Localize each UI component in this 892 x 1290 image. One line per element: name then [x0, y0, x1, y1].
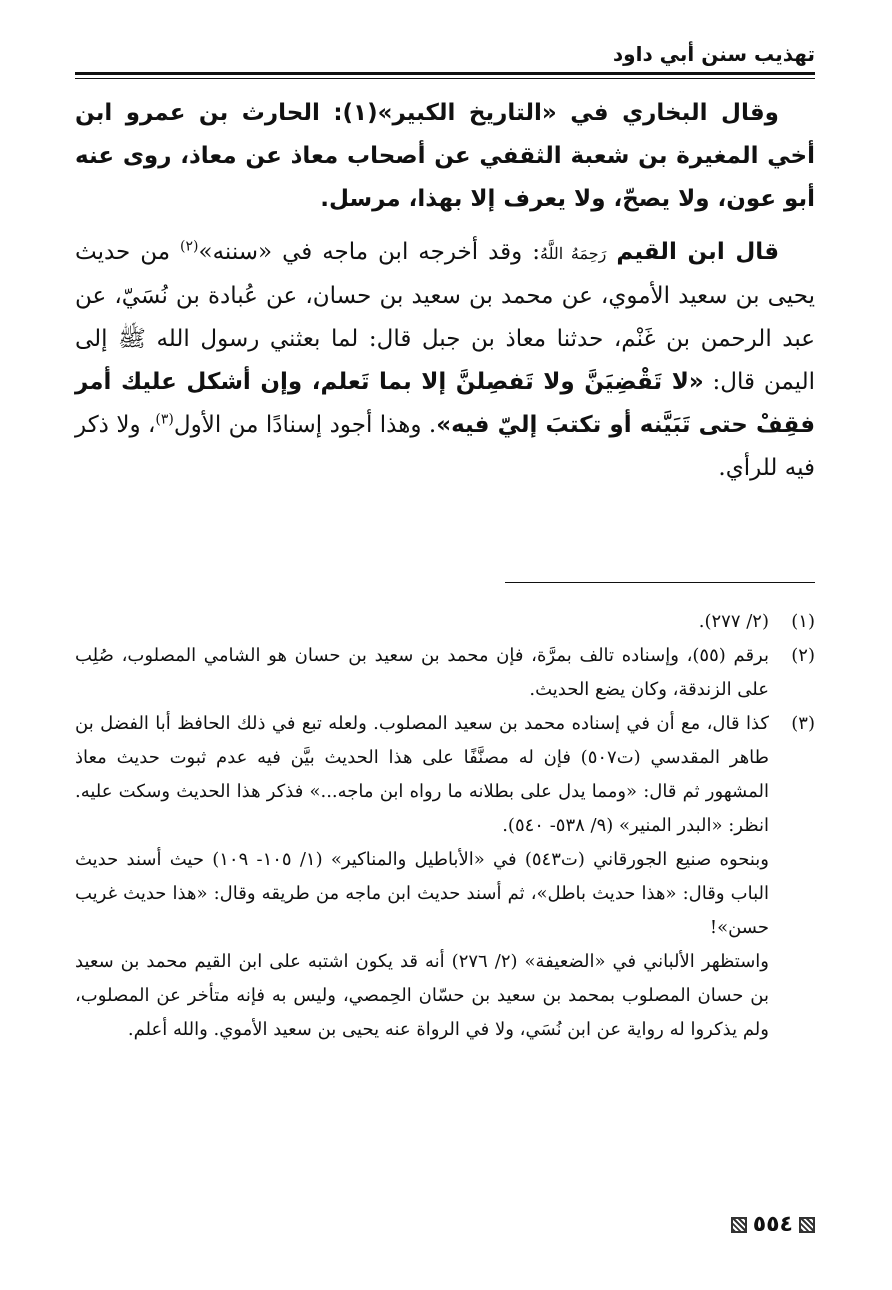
footnote-text: برقم (٥٥)، وإسناده تالف بمرَّة، فإن محمد بن سعيد بن حسان هو الشامي المصلوب، صُلِب على الزندقة، وكان يضع الحديث.	[75, 645, 769, 700]
footnote-separator	[505, 582, 815, 583]
footnote-text: كذا قال، مع أن في إسناده محمد بن سعيد المصلوب. ولعله تبع في ذلك الحافظ أبا الفضل بن طاهر المقدسي (ت٥٠٧) فإن له مصنَّفًا على هذا الحديث بيَّن فيه عدم ثبوت حديث معاذ المشهور ثم قال: «ومما يدل على بطلانه ما رواه ابن ماجه...» فذكر هذا الحديث وسكت عليه. انظر: «البدر المنير» (٩/ ٥٣٨- ٥٤٠).	[75, 713, 769, 836]
text-segment-4: ، ولا ذكر فيه للرأي.	[75, 412, 815, 481]
footnote-3-continued-2: واستظهر الألباني في «الضعيفة» (٢/ ٢٧٦) أنه قد يكون اشتبه على ابن القيم محمد بن سعيد بن حسان المصلوب بمحمد بن سعيد بن حسّان الحِمصي، وليس به فإنه متأخر عن المصلوب، ولم يذكروا له رواية عن ابن نُسَي، ولا في الرواة عنه يحيى بن سعيد الأموي. والله أعلم.	[75, 951, 769, 1040]
text-segment-2: من حديث يحيى بن سعيد الأموي، عن محمد بن سعيد بن حسان، عن عُبادة بن نُسَيّ، عن عبد الرحمن بن غَنْم، حدثنا معاذ بن جبل قال: لما بعثني رسول الله ﷺ إلى اليمن قال:	[75, 239, 815, 395]
footnote-3-continued: وبنحوه صنيع الجورقاني (ت٥٤٣) في «الأباطيل والمناكير» (١/ ١٠٥- ١٠٩) حيث أسند حديث الباب وقال: «هذا حديث باطل»، ثم أسند حديث ابن ماجه من طريقه وقال: «هذا حديث غريب حسن»!	[75, 849, 769, 938]
page-number-block	[731, 1212, 815, 1238]
footnote-1	[75, 605, 815, 639]
book-page	[75, 40, 815, 1270]
text-segment-1: : وقد أخرجه ابن ماجه في «سننه»	[198, 239, 540, 265]
paragraph-bukhari: وقال البخاري في «التاريخ الكبير»(١): الحارث بن عمرو ابن أخي المغيرة بن شعبة الثقفي عن أصحاب معاذ عن معاذ، روى عنه أبو عون، ولا يصحّ، ولا يعرف إلا بهذا، مرسل.	[75, 100, 815, 212]
footnote-number: (١)	[791, 611, 815, 632]
footnotes	[75, 605, 815, 1047]
text-segment-3: . وهذا أجود إسنادًا من الأول	[173, 412, 437, 438]
footnote-2	[75, 639, 815, 707]
footnote-number: (٢)	[791, 645, 815, 666]
running-header: تهذيب سنن أبي داود	[612, 42, 815, 66]
footnote-ref-2[interactable]: (٢)	[180, 238, 199, 255]
honorific-phrase: رَحِمَهُ اللَّهُ	[539, 244, 607, 263]
header-rule-thin	[75, 78, 815, 79]
header-rule	[75, 72, 815, 75]
page-number: ٥٥٤	[752, 1212, 793, 1237]
main-text	[75, 92, 815, 500]
hadith-quote: «لا تَقْضِيَنَّ ولا تَفصِلنَّ إلا بما تَعلم، وإن أشكل عليك أمر فقِفْ حتى تَبَيَّنه أو تكتبَ إليّ فيه»	[75, 369, 816, 438]
footnote-ref-3[interactable]: (٣)	[155, 411, 174, 428]
footnote-number: (٣)	[791, 713, 815, 734]
footnote-text: (٢/ ٢٧٧).	[698, 611, 769, 632]
ornament-icon	[799, 1217, 815, 1233]
ornament-icon	[731, 1217, 747, 1233]
speaker-label: قال ابن القيم	[616, 239, 780, 265]
footnote-3	[75, 707, 815, 843]
paragraph-ibn-qayyim	[75, 231, 815, 490]
